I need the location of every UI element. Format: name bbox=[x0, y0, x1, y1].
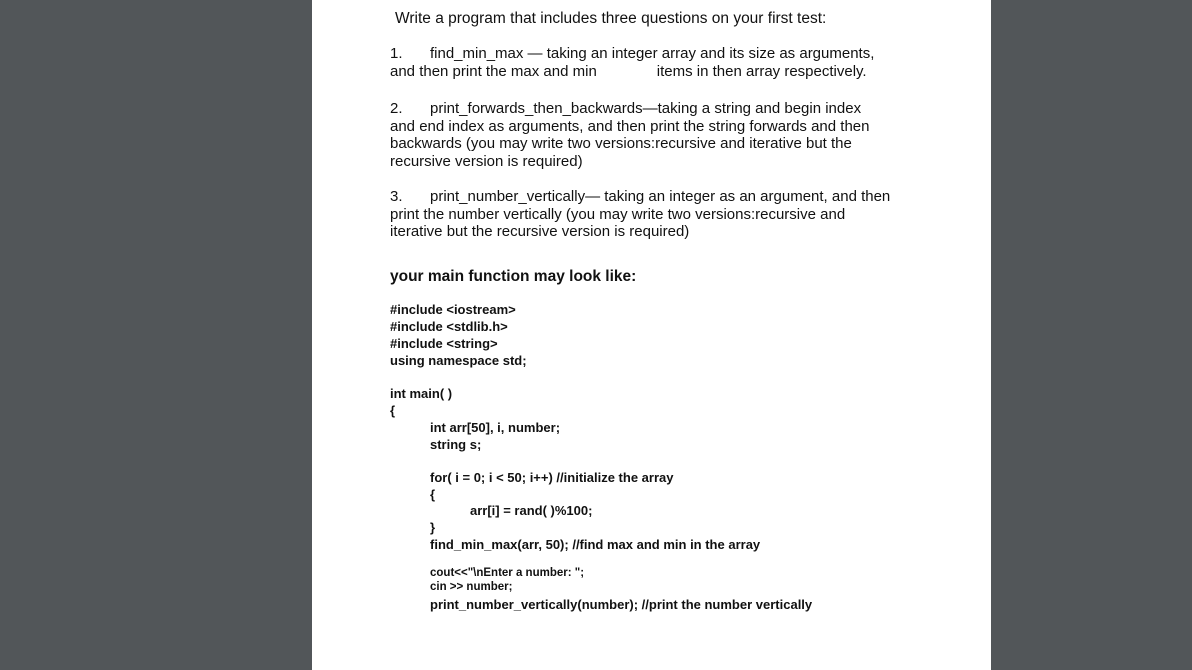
code-for: for( i = 0; i < 50; i++) //initialize the array bbox=[430, 470, 674, 485]
question-number: 3. bbox=[390, 188, 403, 205]
question-3 bbox=[390, 188, 930, 241]
code-decl: string s; bbox=[430, 437, 482, 452]
intro-text: Write a program that includes three questions on your first test: bbox=[395, 10, 827, 27]
main-function-heading: your main function may look like: bbox=[390, 268, 637, 285]
question-line: print_number_vertically— taking an integer as an argument, and then bbox=[430, 188, 891, 205]
document-page bbox=[312, 0, 991, 670]
question-number: 2. bbox=[390, 100, 403, 117]
question-number: 1. bbox=[390, 45, 403, 62]
code-brace: } bbox=[430, 520, 436, 535]
code-using: using namespace std; bbox=[390, 353, 527, 368]
question-line: and then print the max and min bbox=[390, 62, 597, 80]
question-line: backwards (you may write two versions:recursive and iterative but the bbox=[390, 135, 852, 152]
code-include: #include <string> bbox=[390, 336, 498, 351]
code-assign: arr[i] = rand( )%100; bbox=[470, 503, 593, 518]
code-cout: cout<<"\nEnter a number: "; bbox=[430, 567, 585, 579]
question-line: items in then array respectively. bbox=[656, 62, 867, 80]
question-line: print the number vertically (you may write two versions:recursive and bbox=[390, 205, 846, 223]
code-include: #include <stdlib.h> bbox=[390, 319, 508, 334]
code-decl: int arr[50], i, number; bbox=[430, 420, 561, 435]
code-brace: { bbox=[430, 487, 436, 502]
code-include: #include <iostream> bbox=[390, 302, 516, 317]
question-2 bbox=[390, 100, 930, 170]
code-call: find_min_max(arr, 50); //find max and min in the array bbox=[430, 537, 761, 552]
question-line: recursive version is required) bbox=[390, 152, 583, 170]
code-cin: cin >> number; bbox=[430, 581, 513, 593]
question-line: find_min_max — taking an integer array and its size as arguments, bbox=[430, 45, 875, 62]
code-main-signature: int main( ) bbox=[390, 386, 453, 401]
code-call: print_number_vertically(number); //print the number vertically bbox=[430, 597, 813, 612]
code-brace: { bbox=[390, 403, 396, 418]
question-1 bbox=[390, 45, 930, 80]
question-line: iterative but the recursive version is required) bbox=[390, 223, 690, 240]
question-line: print_forwards_then_backwards—taking a string and begin index bbox=[430, 100, 862, 117]
question-line: and end index as arguments, and then print the string forwards and then bbox=[390, 117, 870, 135]
